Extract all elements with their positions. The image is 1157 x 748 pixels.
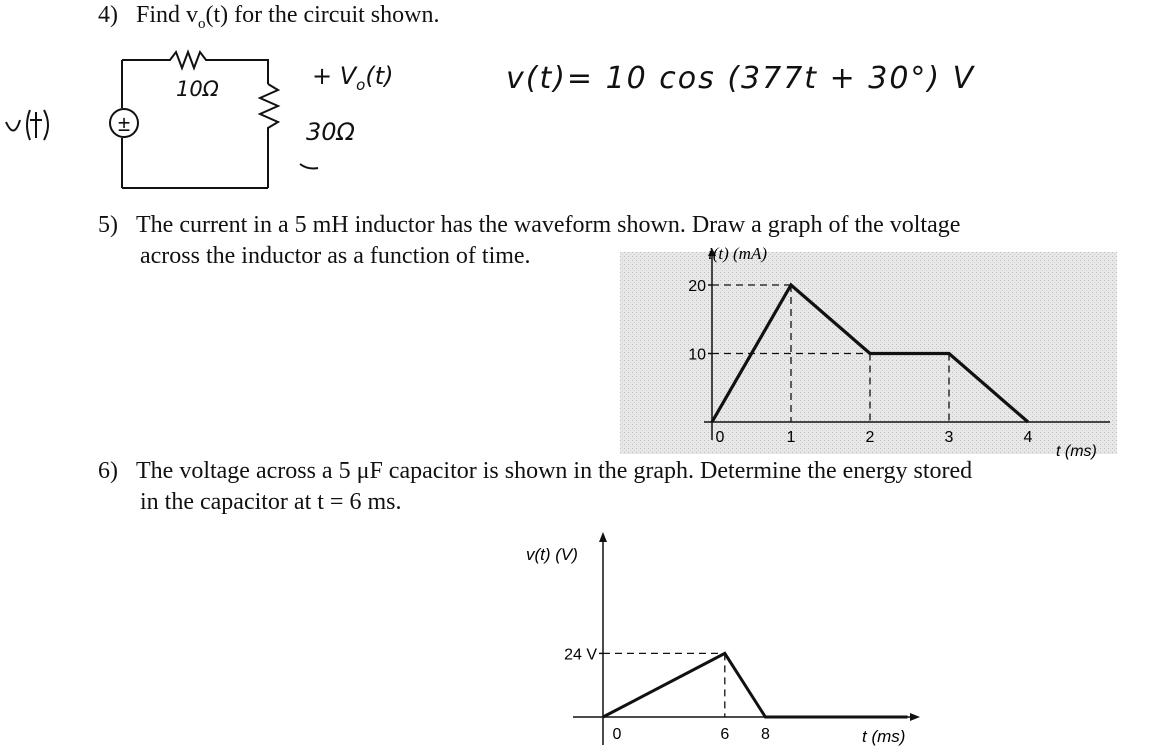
capacitor-voltage-chart	[510, 528, 950, 748]
problem-5-line1	[98, 210, 960, 240]
chart6-x-label: t (ms)	[862, 727, 906, 746]
chart5-x-tick-label: 1	[786, 429, 796, 446]
chart5-x-tick-label: 3	[944, 429, 954, 446]
source-equation: v(t)= 10 cos (377t + 30°) V	[506, 61, 976, 96]
resistor2-label: 30Ω	[306, 118, 355, 146]
inductor-current-chart	[620, 240, 1117, 458]
source-plusminus: ±	[117, 111, 131, 136]
chart6-x-tick-label: 6	[720, 726, 730, 743]
problem-6-text1: The voltage across a 5 μF capacitor is shown in the graph. Determine the energy stored	[136, 458, 973, 484]
source-label-hidden	[2, 104, 4, 105]
hand-v-letter	[6, 120, 20, 131]
circuit-diagram	[0, 40, 976, 210]
problem-6-line1	[98, 456, 972, 486]
problem-6-number: 6)	[98, 458, 118, 484]
chart6-y-tick-label: 24 V	[564, 646, 597, 664]
problem-4-statement	[98, 0, 439, 39]
problem-4-text-b: (t) for the circuit shown.	[205, 2, 440, 28]
problem-5-line2: across the inductor as a function of time.	[140, 243, 531, 269]
chart5-y-tick-label: 10	[688, 346, 706, 364]
minus-label-hidden	[302, 150, 303, 151]
problem-4-sub: o	[198, 15, 206, 32]
chart5-x-tick-label: 0	[715, 429, 725, 446]
hand-paren-left	[27, 110, 30, 140]
hand-t-letter	[30, 112, 42, 138]
chart6-x-tick-label: 0	[612, 726, 622, 743]
chart5-y-label: i(t) (mA)	[708, 244, 768, 263]
chart5-x-tick-label: 4	[1023, 429, 1033, 446]
chart6-x-arrow	[910, 713, 920, 721]
chart6-x-tick-label: 8	[760, 726, 770, 743]
problem-5-text1: The current in a 5 mH inductor has the waveform shown. Draw a graph of the voltage	[136, 212, 961, 238]
resistor1-label: 10Ω	[176, 77, 219, 101]
chart6-y-label: v(t) (V)	[526, 545, 578, 564]
chart5-x-label: t (ms)	[1056, 443, 1097, 460]
circuit-resistor-30	[260, 84, 278, 188]
problem-4-number: 4)	[98, 2, 118, 28]
chart5-y-tick-label: 20	[688, 278, 706, 295]
problem-4-text-a: Find v	[136, 2, 199, 28]
chart6-series-line	[603, 653, 908, 717]
problem-6-line2: in the capacitor at t = 6 ms.	[140, 489, 402, 515]
vo-minus-stroke	[300, 164, 318, 169]
problem-5-number: 5)	[98, 212, 118, 238]
hand-paren-right	[44, 110, 48, 140]
vo-label: + $V_o(t)$	[312, 62, 394, 94]
chart6-y-arrow	[599, 532, 607, 542]
chart5-x-tick-label: 2	[865, 429, 875, 446]
